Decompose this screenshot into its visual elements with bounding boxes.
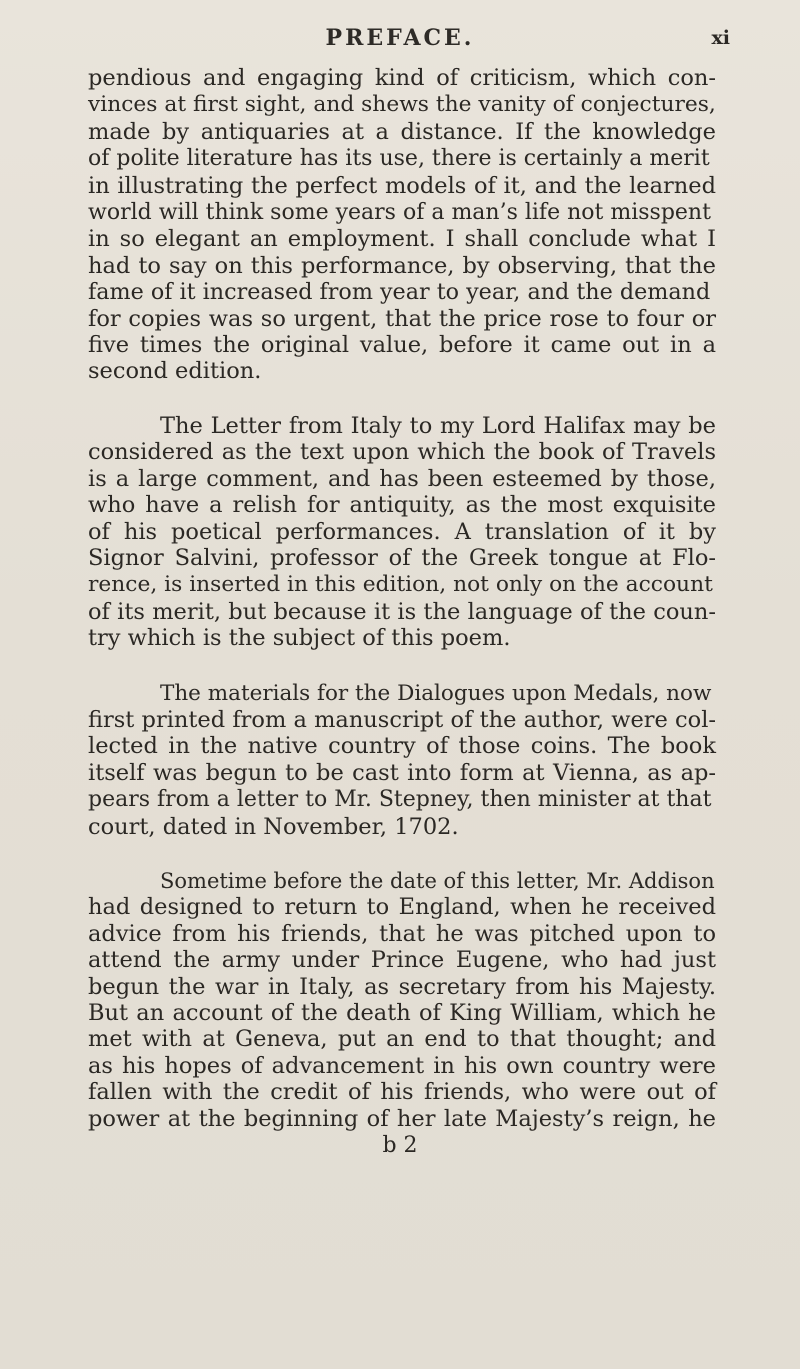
text-line: The Letter from Italy to my Lord Halifax may be (160, 412, 716, 439)
paragraph-3 (88, 680, 716, 840)
text-line: But an account of the death of King William, which he (88, 1000, 716, 1026)
text-line: of polite literature has its use, there is certainly a merit (88, 146, 710, 172)
text-line: fame of it increased from year to year, and the demand (88, 279, 711, 306)
text-line: met with at Geneva, put an end to that thought; and (88, 1026, 716, 1053)
page-header (0, 25, 800, 57)
text-line: who have a relish for antiquity, as the most exquisite (88, 492, 716, 519)
text-line: considered as the text upon which the book of Travels (88, 439, 716, 466)
paragraph-2 (88, 413, 716, 652)
text-line: lected in the native country of those coins. The book (88, 733, 716, 760)
page-body (88, 65, 716, 1132)
text-line: first printed from a manuscript of the author, were col- (88, 706, 716, 733)
text-line: five times the original value, before it came out in a (88, 332, 716, 359)
text-line: begun the war in Italy, as secretary from his Majesty. (88, 973, 716, 1000)
text-line: in so elegant an employment. I shall conclude what I (88, 226, 716, 253)
text-line: advice from his friends, that he was pitched upon to (88, 920, 716, 947)
text-line: second edition. (88, 358, 262, 385)
text-line: had designed to return to England, when he received (88, 894, 716, 921)
text-line: made by antiquaries at a distance. If the knowledge (88, 118, 716, 145)
text-line: in illustrating the perfect models of it, and the learned (88, 172, 716, 199)
text-line: vinces at first sight, and shews the vanity of conjectures, (88, 92, 716, 118)
text-line: rence, is inserted in this edition, not only on the account (88, 572, 713, 598)
text-line: fallen with the credit of his friends, who were out of (88, 1079, 716, 1106)
text-line: attend the army under Prince Eugene, who had just (88, 947, 716, 974)
text-line: Sometime before the date of this letter, Mr. Addison (160, 868, 715, 893)
page-number: xi (711, 27, 730, 49)
text-line: power at the beginning of her late Majesty’s reign, he (88, 1105, 716, 1132)
text-line: court, dated in November, 1702. (88, 813, 459, 840)
text-line: Signor Salvini, professor of the Greek tongue at Flo- (88, 544, 716, 571)
paragraph-1 (88, 65, 716, 385)
signature-mark: b 2 (382, 1133, 418, 1158)
text-line: is a large comment, and has been esteemed by those, (88, 465, 716, 492)
text-line: pendious and engaging kind of criticism, which con- (88, 65, 716, 91)
paragraph-4 (88, 868, 716, 1132)
text-line: for copies was so urgent, that the price rose to four or (88, 305, 716, 332)
text-line: of its merit, but because it is the language of the coun- (88, 598, 716, 625)
text-line: itself was begun to be cast into form at Vienna, as ap- (88, 759, 716, 786)
text-line: pears from a letter to Mr. Stepney, then minister at that (88, 787, 712, 813)
text-line: try which is the subject of this poem. (88, 625, 511, 652)
running-title: PREFACE. (325, 25, 475, 51)
text-line: of his poetical performances. A translation of it by (88, 518, 716, 545)
text-line: The materials for the Dialogues upon Medals, now (160, 680, 712, 706)
text-line: world will think some years of a man’s life not misspent (88, 200, 711, 226)
text-line: had to say on this performance, by observing, that the (88, 252, 716, 279)
text-line: as his hopes of advancement in his own country were (88, 1052, 716, 1079)
